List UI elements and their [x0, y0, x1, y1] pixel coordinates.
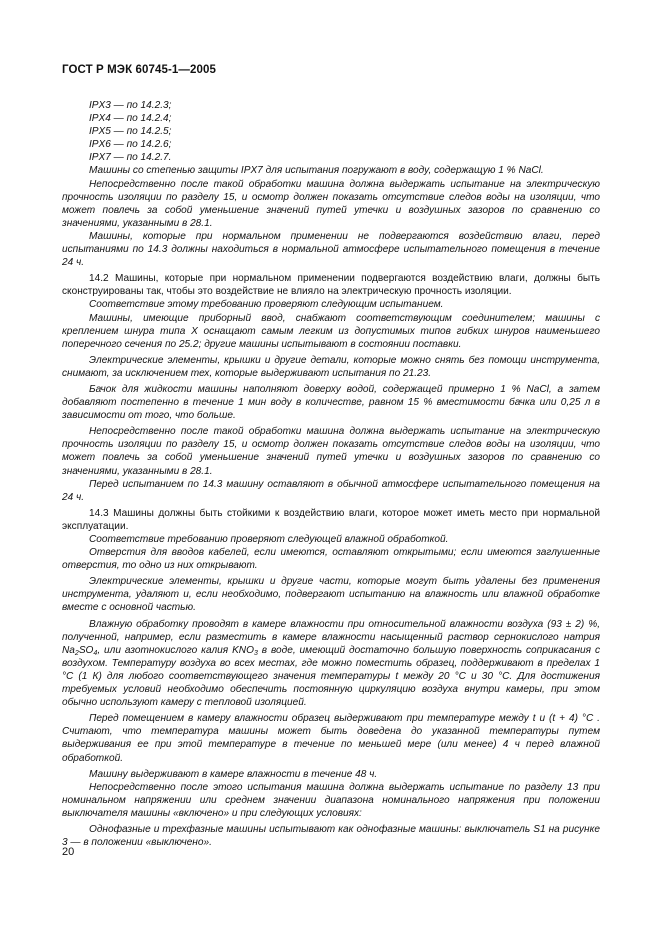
paragraph: Непосредственно после такой обработки машина должна выдержать испытание на электрическую прочность изоляции по разделу 15, и осмотр должен показать отсутствие следов воды на изоляции, что может повлечь за собой уменьшение значений путей утечки и воздушных зазоров по сравнению со значениями, указанными в 28.1.	[62, 426, 600, 477]
paragraph: Машины, имеющие приборный ввод, снабжают соответствующим соединителем; машины с креплением шнура типа X оснащают самым легким из допустимых типов гибких шнуров наименьшего поперечного сечения по 25.2; другие машины испытывают в состоянии поставки.	[62, 312, 600, 350]
text-run: , или азотнокислого калия KNO	[97, 644, 254, 656]
clause-14-3: 14.3 Машины должны быть стойкими к воздействию влаги, которое может иметь место при нормальной эксплуатации.	[62, 507, 600, 532]
clause-14-2: 14.2 Машины, которые при нормальном применении подвергаются воздействию влаги, должны быть сконструированы так, чтобы это воздействие не влияло на электрическую прочность изоляции.	[62, 273, 600, 298]
paragraph: Соответствие требованию проверяют следующей влажной обработкой.	[89, 534, 449, 545]
paragraph: Перед испытанием по 14.3 машину оставляют в обычной атмосфере испытательного помещения на 24 ч.	[62, 478, 600, 503]
text-run: в воде, имеющий достаточно большую поверхность соприкасания с воздухом. Температуру воздуха во всех местах, где можно поместить образец, поддерживают в пределах 1 °С (1 К) для любого соответствующего значения температуры t между 20 °С и 30 °С. Для достижения требуемых условий необходимо обеспечить постоянную циркуляцию воздуха внутри камеры, при этом обычно используют камеру с тепловой изоляцией.	[62, 644, 600, 709]
ipx-list	[62, 99, 600, 164]
paragraph: Машины со степенью защиты IPX7 для испытания погружают в воду, содержащую 1 % NaCl.	[89, 165, 544, 177]
paragraph: Непосредственно после такой обработки машина должна выдержать испытание на электрическую прочность изоляции по разделу 15, и осмотр должен показать отсутствие следов воды на изоляции, что может повлечь за собой уменьшение значений путей утечки и воздушных зазоров по сравнению со значениями, указанными в 28.1.	[62, 178, 600, 229]
paragraph: Электрические элементы, крышки и другие части, которые могут быть удалены без применения инструмента, удаляют и, если необходимо, подвергают испытанию на влажность или влажной обработке вместе с основной частью.	[62, 576, 600, 614]
paragraph: Машину выдерживают в камере влажности в течение 48 ч.	[89, 768, 378, 780]
paragraph: Однофазные и трехфазные машины испытывают как однофазные машины: выключатель S1 на рисунке 3 — в положении «выключено».	[62, 823, 600, 849]
list-item: IPX7 — по 14.2.7.	[89, 152, 172, 164]
humidity-paragraph	[62, 618, 600, 710]
list-item: IPX5 — по 14.2.5;	[89, 126, 172, 138]
paragraph: Непосредственно после этого испытания машина должна выдержать испытание по разделу 13 при номинальном напряжении или среднем значении диапазона номинального напряжения при положении выключателя машины «включено» и при следующих условиях:	[62, 781, 600, 819]
paragraph: Перед помещением в камеру влажности образец выдерживают при температуре между t и (t + 4) °С . Считают, что температура машины может быть доведена до указанной температуры путем выдерживания ее при этой температуре в течение по меньшей мере (или менее) 4 ч перед влажной обработкой.	[62, 713, 600, 764]
page-number: 20	[62, 846, 75, 858]
paragraph: Электрические элементы, крышки и другие детали, которые можно снять без помощи инструмента, снимают, за исключением тех, которые выдерживают испытания по 21.23.	[62, 354, 600, 379]
list-item: IPX6 — по 14.2.6;	[89, 139, 172, 151]
subscript: 3	[253, 649, 258, 657]
subscript: 2	[74, 649, 79, 657]
paragraph: Бачок для жидкости машины наполняют доверху водой, содержащей примерно 1 % NaCl, а затем добавляют постепенно в течение 1 мин воду в количестве, равном 15 % вместимости бачка или 0,25 л в зависимости от того, что больше.	[62, 383, 600, 422]
list-item: IPX4 — по 14.2.4;	[89, 113, 172, 125]
list-item: IPX3 — по 14.2.3;	[89, 100, 172, 111]
paragraph: Машины, которые при нормальном применении не подвергаются воздействию влаги, перед испытаниями по 14.3 должны находиться в нормальной атмосфере испытательного помещения в течение 24 ч.	[62, 230, 600, 269]
paragraph: Соответствие этому требованию проверяют следующим испытанием.	[89, 299, 444, 311]
paragraph: Отверстия для вводов кабелей, если имеются, оставляют открытыми; если имеются заглушенные отверстия, то одно из них открывают.	[62, 547, 600, 572]
text-run: Влажную обработку проводят в камере влажности при относительной влажности воздуха (93 ± 2) %, полученной, например, если разместить в камере влажности насыщенный раствор сернокислого натрия Na	[62, 618, 600, 656]
document-header: ГОСТ Р МЭК 60745-1—2005	[62, 64, 216, 76]
subscript: 4	[93, 649, 98, 657]
page-content	[62, 99, 600, 849]
text-run: SO	[78, 644, 94, 656]
